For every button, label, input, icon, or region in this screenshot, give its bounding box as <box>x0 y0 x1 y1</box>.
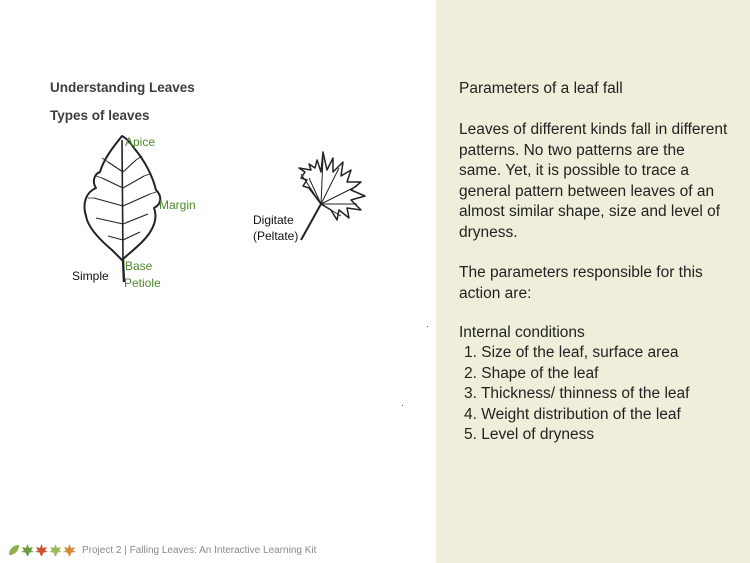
label-margin: Margin <box>159 198 196 212</box>
footer-leaf-icons <box>8 544 76 556</box>
green-leaf-icon-shape <box>9 545 19 555</box>
list-item: 5. Level of dryness <box>464 426 595 443</box>
list-item: 3. Thickness/ thinness of the leaf <box>464 385 690 402</box>
internal-conditions-title: Internal conditions <box>459 324 585 341</box>
list-item: 2. Shape of the leaf <box>464 364 599 382</box>
maple-leaf-icon-shape <box>21 544 34 556</box>
maple-leaf-icon <box>21 544 34 556</box>
orange-maple-leaf-icon <box>63 544 76 556</box>
label-petiole: Petiole <box>124 276 161 290</box>
label-simple: Simple <box>72 269 109 283</box>
section-subheading: Types of leaves <box>50 108 150 123</box>
simple-leaf-illustration <box>78 132 168 292</box>
list-item: 4. Weight distribution of the leaf <box>464 405 681 423</box>
footer-text: Project 2 | Falling Leaves: An Interactive Learning Kit <box>82 544 317 556</box>
parameters-title: Parameters of a leaf fall <box>459 80 623 97</box>
green-maple-leaf-icon <box>49 544 62 556</box>
internal-conditions-list <box>459 343 689 446</box>
label-base: Base <box>125 259 153 273</box>
stray-dot <box>402 405 403 406</box>
stray-dot <box>427 326 428 327</box>
red-maple-leaf-icon <box>35 544 48 556</box>
green-maple-leaf-icon-shape <box>49 544 62 556</box>
page-heading: Understanding Leaves <box>50 80 195 95</box>
label-apice: Apice <box>125 135 156 149</box>
parameters-paragraph: The parameters responsible for this action are: <box>459 264 703 302</box>
label-digitate: Digitate <box>253 213 294 227</box>
footer <box>8 542 316 558</box>
orange-maple-leaf-icon-shape <box>63 544 76 556</box>
green-leaf-icon <box>8 544 20 556</box>
intro-paragraph: Leaves of different kinds fall in different patterns. No two patterns are the same. Yet, it is possible to trace a general pattern between leaves of an almost similar shape, size and level of dryness. <box>459 121 728 241</box>
list-item: 1. Size of the leaf, surface area <box>464 344 679 361</box>
red-maple-leaf-icon-shape <box>35 544 48 556</box>
label-peltate: (Peltate) <box>253 229 299 243</box>
